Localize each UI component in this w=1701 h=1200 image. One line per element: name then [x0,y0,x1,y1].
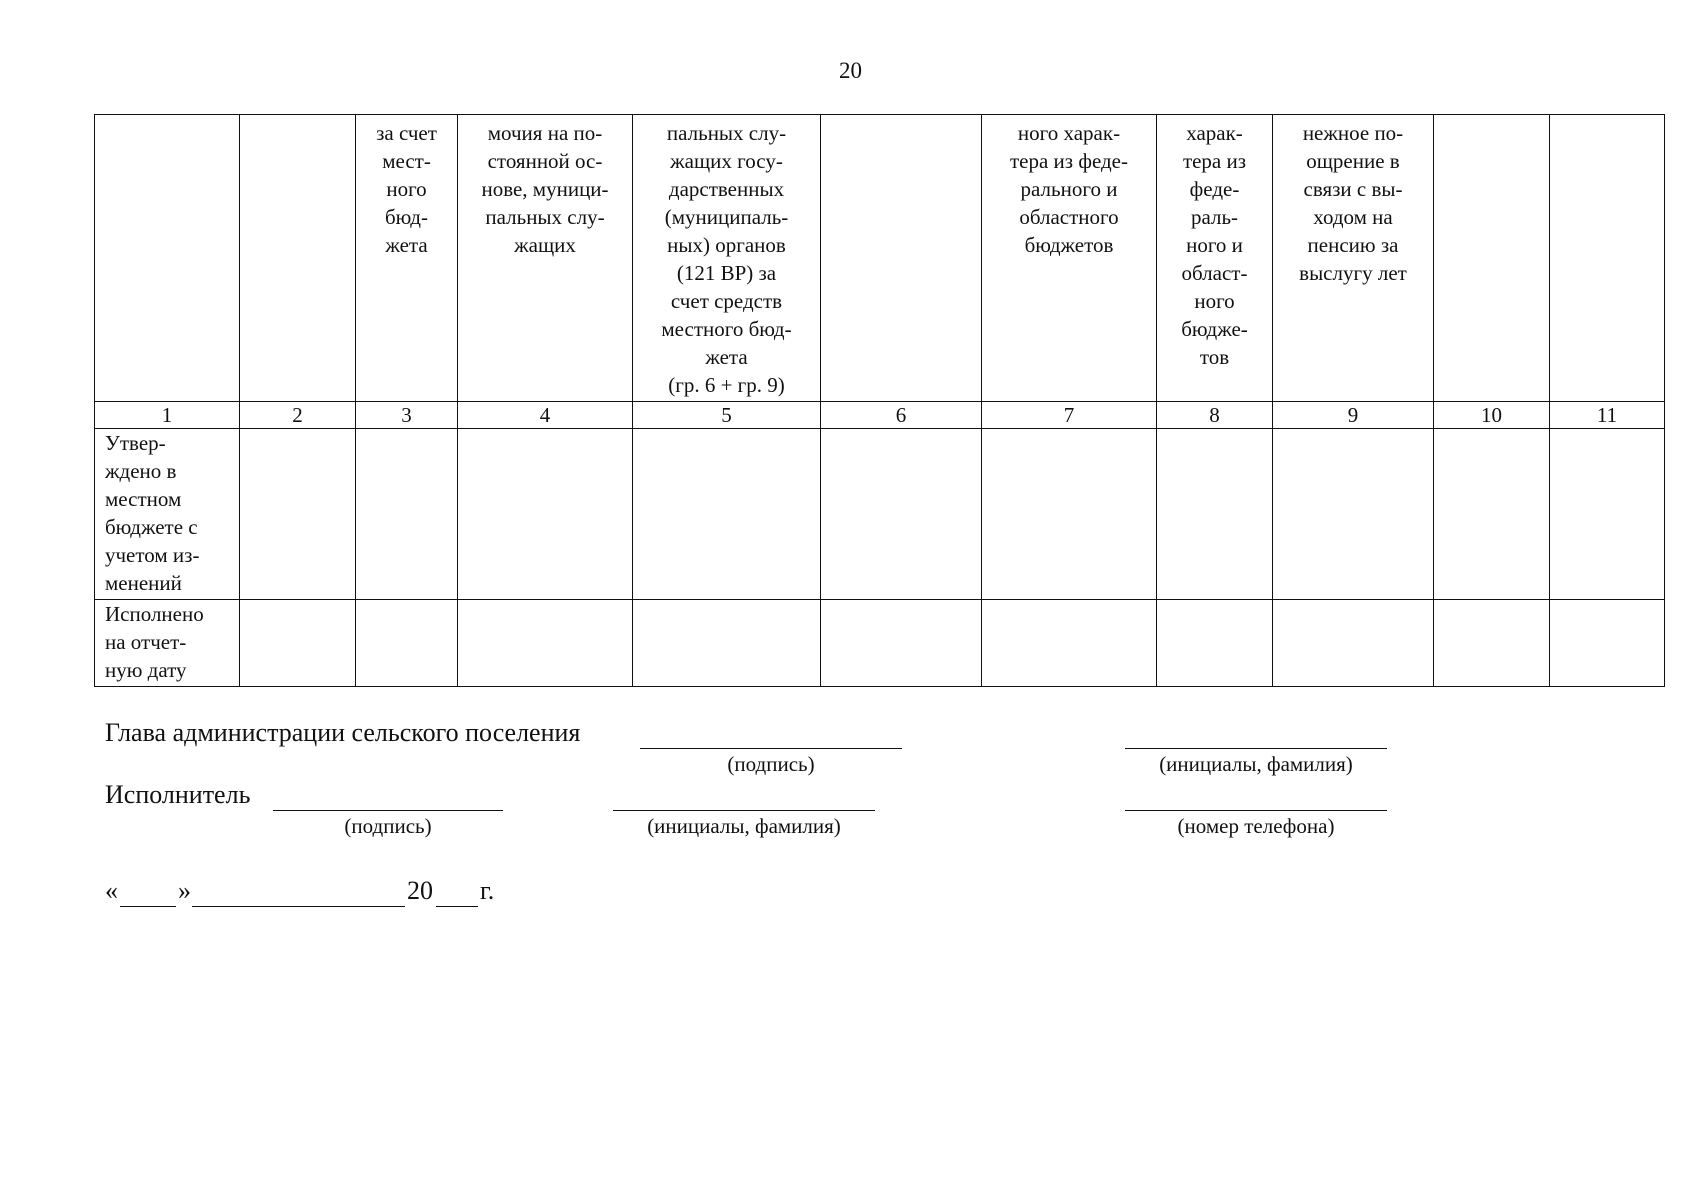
table-cell[interactable] [1434,600,1550,687]
table-cell[interactable] [240,429,356,600]
header-cell-9: нежное по- ощрение в связи с вы- ходом на пенсию за выслугу лет [1273,115,1434,402]
header-cell-11 [1550,115,1665,402]
table-row-approved [95,429,1665,600]
date-year-suffix: г. [480,876,495,905]
executor-signature-line[interactable] [273,810,503,811]
table-cell[interactable] [1273,429,1434,600]
column-number: 1 [95,402,240,429]
column-number: 2 [240,402,356,429]
row-label-executed: Исполнено на отчет- ную дату [95,600,240,687]
column-number: 4 [458,402,633,429]
date-year-line[interactable] [436,906,478,907]
executor-signature-caption: (подпись) [344,814,432,838]
table-cell[interactable] [458,600,633,687]
executor-label: Исполнитель [105,780,251,809]
column-number: 5 [633,402,821,429]
head-label: Глава администрации сельского поселения [105,718,581,747]
date-year-prefix: 20 [407,876,433,905]
column-number: 10 [1434,402,1550,429]
table-cell[interactable] [1273,600,1434,687]
row-label-approved: Утвер- ждено в местном бюджете с учетом из- менений [95,429,240,600]
header-cell-4: мочия на по- стоянной ос- нове, муници- пальных слу- жащих [458,115,633,402]
table-cell[interactable] [240,600,356,687]
executor-name-line[interactable] [613,810,875,811]
header-cell-2 [240,115,356,402]
executor-phone-line[interactable] [1125,810,1387,811]
column-number: 9 [1273,402,1434,429]
page-number: 20 [839,58,862,83]
table-cell[interactable] [458,429,633,600]
executor-name-caption: (инициалы, фамилия) [647,814,841,838]
table-cell[interactable] [633,600,821,687]
table-cell[interactable] [356,600,458,687]
column-number: 7 [982,402,1157,429]
header-cell-3: за счет мест- ного бюд- жета [356,115,458,402]
date-close-quote: » [178,876,191,905]
column-number: 6 [821,402,982,429]
table-header-row [95,115,1665,402]
head-signature-caption: (подпись) [727,752,815,776]
executor-phone-caption: (номер телефона) [1177,814,1335,838]
head-name-caption: (инициалы, фамилия) [1159,752,1353,776]
header-cell-5: пальных слу- жащих госу- дарственных (муниципаль- ных) органов (121 ВР) за счет средств местного бюд- жета (гр. 6 + гр. 9) [633,115,821,402]
date-month-line[interactable] [192,906,405,907]
header-cell-1 [95,115,240,402]
table-cell[interactable] [1550,600,1665,687]
table-cell[interactable] [821,429,982,600]
table-cell[interactable] [356,429,458,600]
table-cell[interactable] [1550,429,1665,600]
column-number: 11 [1550,402,1665,429]
header-cell-8: харак- тера из феде- раль- ного и област- ного бюдже- тов [1157,115,1273,402]
column-number-row [95,402,1665,429]
report-table [94,114,1665,687]
head-signature-line[interactable] [640,748,902,749]
table-cell[interactable] [982,600,1157,687]
date-day-line[interactable] [120,906,176,907]
column-number: 8 [1157,402,1273,429]
header-cell-7: ного харак- тера из феде- рального и областного бюджетов [982,115,1157,402]
table-cell[interactable] [982,429,1157,600]
table-cell[interactable] [821,600,982,687]
header-cell-6 [821,115,982,402]
head-name-line[interactable] [1125,748,1387,749]
table-cell[interactable] [1434,429,1550,600]
header-cell-10 [1434,115,1550,402]
column-number: 3 [356,402,458,429]
table-row-executed [95,600,1665,687]
table-cell[interactable] [633,429,821,600]
date-open-quote: « [105,876,118,905]
table-cell[interactable] [1157,429,1273,600]
table-cell[interactable] [1157,600,1273,687]
